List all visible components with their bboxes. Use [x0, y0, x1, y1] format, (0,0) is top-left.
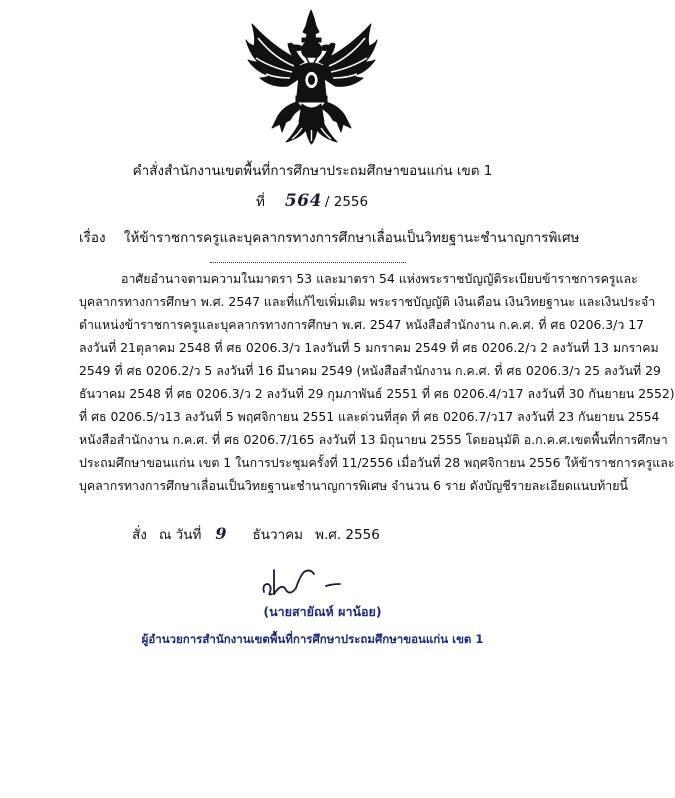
signer-title: ผู้อำนวยการสำนักงานเขตพื้นที่การศึกษาประถมศึกษาขอนแก่น เขต 1: [141, 632, 484, 646]
subject-line: [79, 228, 619, 248]
date-year: พ.ศ. 2556: [315, 527, 380, 543]
handwritten-signature-icon: [256, 562, 356, 602]
date-prefix: สั่ง: [132, 527, 147, 543]
body-line: ธันวาคม 2548 ที่ ศธ 0206.3/ว 2 ลงวันที่ 29 กุมภาพันธ์ 2551 ที่ ศธ 0206.4/ว17 ลงวันที่ 30 กันยายน 2552): [79, 386, 675, 401]
date-line: [132, 522, 380, 548]
body-line: ตำแหน่งข้าราชการครูและบุคลากรทางการศึกษา พ.ศ. 2547 หนังสือสำนักงาน ก.ค.ศ. ที่ ศธ 0206.3/ว 17: [79, 317, 645, 332]
order-heading: คำสั่งสำนักงานเขตพื้นที่การศึกษาประถมศึกษาขอนแก่น เขต 1: [132, 163, 493, 179]
signer-name: (นายสายัณห์ ผาน้อย): [263, 604, 382, 619]
order-number-line: [256, 190, 368, 216]
dotted-divider: [210, 262, 406, 263]
subject-label: เรื่อง: [79, 230, 106, 246]
order-body: [79, 267, 675, 497]
body-line: ประถมศึกษาขอนแก่น เขต 1 ในการประชุมครั้งที่ 11/2556 เมื่อวันที่ 28 พฤศจิกายน 2556 ให้ข้าราชการครูและ: [79, 455, 675, 470]
body-line: ลงวันที่ 21ตุลาคม 2548 ที่ ศธ 0206.3/ว 1ลงวันที่ 5 มกราคม 2549 ที่ ศธ 0206.2/ว 2 ลงวันที่ 13 มกราคม: [79, 340, 659, 355]
body-line: บุคลากรทางการศึกษา พ.ศ. 2547 และที่แก้ไขเพิ่มเติม พระราชบัญญัติ เงินเดือน เงินวิทยฐานะ และเงินประจำ: [79, 294, 656, 309]
date-day-handwritten: 9: [215, 524, 227, 543]
order-number-year: / 2556: [324, 194, 369, 210]
date-at-label: ณ วันที่: [158, 527, 202, 543]
date-month: ธันวาคม: [252, 527, 304, 543]
body-line: ที่ ศธ 0206.5/ว13 ลงวันที่ 5 พฤศจิกายน 2551 และด่วนที่สุด ที่ ศธ 0206.7/ว17 ลงวันที่ 23 กันยายน 2554: [79, 409, 660, 424]
order-number-handwritten: 564: [284, 191, 322, 211]
body-line: อาศัยอำนาจตามความในมาตรา 53 และมาตรา 54 แห่งพระราชบัญญัติระเบียบข้าราชการครูและ: [121, 271, 638, 286]
body-line: บุคลากรทางการศึกษาเลื่อนเป็นวิทยฐานะชำนาญการพิเศษ จำนวน 6 ราย ดังบัญชีรายละเอียดแนบท้ายนี้: [79, 478, 628, 493]
garuda-emblem-icon: [244, 8, 379, 145]
body-line: 2549 ที่ ศธ 0206.2/ว 5 ลงวันที่ 16 มีนาคม 2549 (หนังสือสำนักงาน ก.ค.ศ. ที่ ศธ 0206.3/ว 25 ลงวันที่ 29: [79, 363, 661, 378]
order-number-label: ที่: [256, 194, 265, 210]
body-line: หนังสือสำนักงาน ก.ค.ศ. ที่ ศธ 0206.7/165 ลงวันที่ 13 มิถุนายน 2555 โดยอนุมัติ อ.ก.ค.ศ.เขตพื้นที่การศึกษา: [79, 432, 668, 447]
subject-text: ให้ข้าราชการครูและบุคลากรทางการศึกษาเลื่อนเป็นวิทยฐานะชำนาญการพิเศษ: [123, 230, 580, 246]
